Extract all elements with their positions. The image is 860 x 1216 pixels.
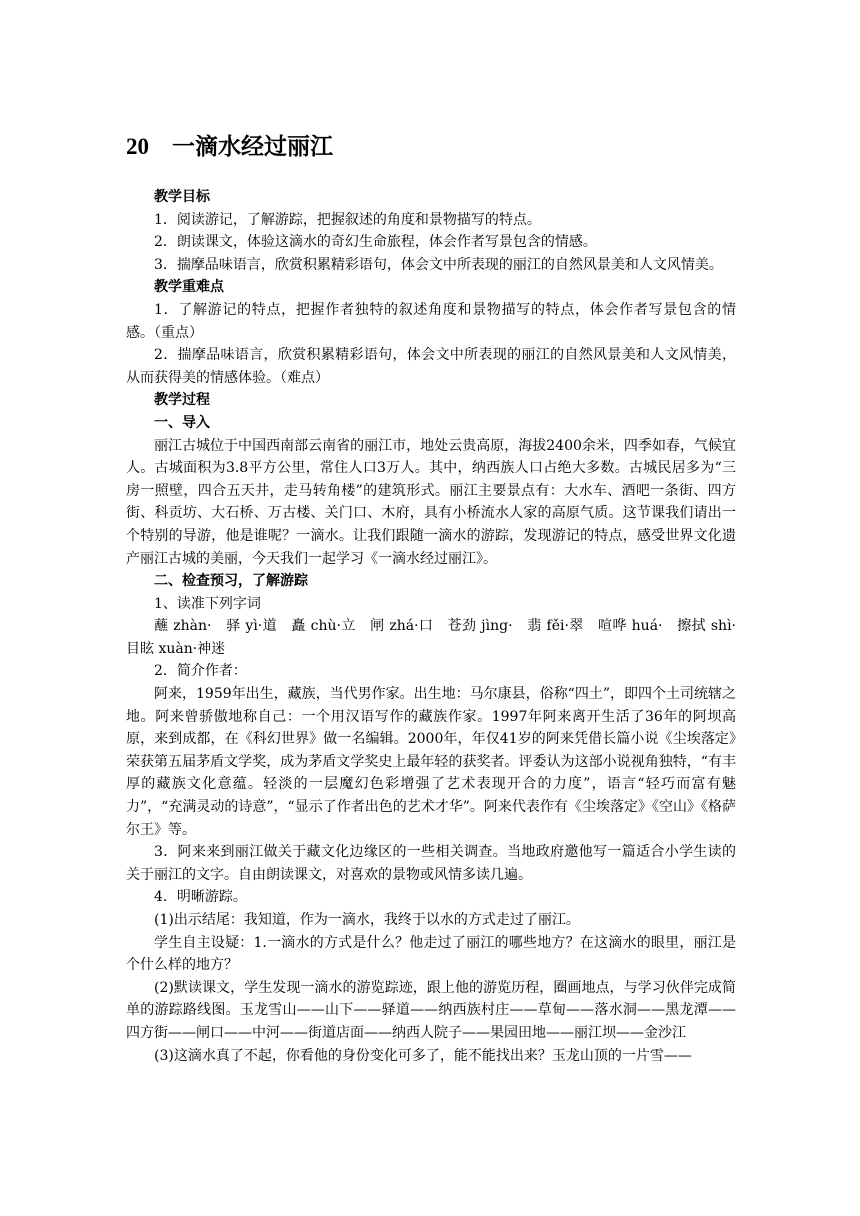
lesson-title-text: 一滴水经过丽江 xyxy=(172,133,333,160)
lesson-number: 20 xyxy=(126,134,149,159)
section-heading: 二、检查预习，了解游踪 xyxy=(154,573,308,590)
body-paragraph: 丽江古城位于中国西南部云南省的丽江市，地处云贵高原，海拔2400余米，四季如春，气候宜人。古城面积为3.8平方公里，常住人口3万人。其中，纳西族人口占绝大多数。古城民居多为“三房一照壁，四合五天井，走马转角楼”的建筑形式。丽江主要景点有：大水车、酒吧一条街、四方街、科贡坊、大石桥、万古楼、关门口、木府，具有小桥流水人家的高原气质。这节课我们请出一个特别的导游，他是谁呢？一滴水。让我们跟随一滴水的游踪，发现游记的特点，感受世界文化遗产丽江古城的美丽，今天我们一起学习《一滴水经过丽江》。 xyxy=(126,437,736,567)
body-paragraph: (1)出示结尾：我知道，作为一滴水，我终于以水的方式走过了丽江。 xyxy=(154,912,580,928)
lesson-title xyxy=(126,130,736,164)
body-paragraph: (2)默读课文，学生发现一滴水的游览踪迹，跟上他的游览历程，圈画地点，与学习伙伴完成简单的游踪路线图。玉龙雪山——山下——驿道——纳西族村庄——草甸——落水洞——黑龙潭——四方街——闸口——中河——街道店面——纳西人院子——果园田地——丽江坝——金沙江 xyxy=(126,979,736,1041)
body-paragraph: 2．简介作者： xyxy=(154,663,247,680)
body-paragraph: 1．阅读游记，了解游踪，把握叙述的角度和景物描写的特点。 xyxy=(154,211,541,228)
body-paragraph: 2．朗读课文，体验这滴水的奇幻生命旅程，体会作者写景包含的情感。 xyxy=(154,234,597,251)
lesson-body xyxy=(126,186,750,1067)
body-paragraph: 2．揣摩品味语言，欣赏积累精彩语句，体会文中所表现的丽江的自然风景美和人文风情美，从而获得美的情感体验。（难点） xyxy=(126,347,736,386)
document-page xyxy=(126,130,750,1067)
section-heading: 教学重难点 xyxy=(154,279,224,296)
body-paragraph: 1．了解游记的特点，把握作者独特的叙述角度和景物描写的特点，体会作者写景包含的情感。（重点） xyxy=(126,301,736,341)
body-paragraph: 3．揣摩品味语言，欣赏积累精彩语句，体会文中所表现的丽江的自然风景美和人文风情美。 xyxy=(154,256,723,273)
section-heading: 一、导入 xyxy=(154,414,210,431)
body-paragraph: 3．阿来来到丽江做关于藏文化边缘区的一些相关调查。当地政府邀他写一篇适合小学生读的关于丽江的文字。自由朗读课文，对喜欢的景物或风情多读几遍。 xyxy=(126,844,736,883)
body-paragraph: (3)这滴水真了不起，你看他的身份变化可多了，能不能找出来？玉龙山顶的一片雪—— xyxy=(154,1047,692,1064)
body-paragraph: 蘸 zhàn· 驿 yì·道 矗 chù·立 闸 zhá·口 苍劲 jìng· 翡 fěi·翠 喧哗 huá· 擦拭 shì· 目眩 xuàn·神迷 xyxy=(126,618,750,657)
body-paragraph: 阿来，1959年出生，藏族，当代男作家。出生地：马尔康县，俗称“四土”，即四个土司统辖之地。阿来曾骄傲地称自己：一个用汉语写作的藏族作家。1997年阿来离开生活了36年的阿坝高原，来到成都，在《科幻世界》做一名编辑。2000年，年仅41岁的阿来凭借长篇小说《尘埃落定》荣获第五届茅盾文学奖，成为茅盾文学奖史上最年轻的获奖者。评委认为这部小说视角独特，“有丰厚的藏族文化意蕴。轻淡的一层魔幻色彩增强了艺术表现开合的力度”，语言“轻巧而富有魅力”，“充满灵动的诗意”，“显示了作者出色的艺术才华”。阿来代表作有《尘埃落定》《空山》《格萨尔王》等。 xyxy=(126,686,736,838)
section-heading: 教学目标 xyxy=(154,189,210,205)
section-heading: 教学过程 xyxy=(154,392,210,409)
body-paragraph: 学生自主设疑：1.一滴水的方式是什么？他走过了丽江的哪些地方？在这滴水的眼里，丽江是个什么样的地方？ xyxy=(126,934,736,974)
body-paragraph: 4．明晰游踪。 xyxy=(154,889,247,906)
body-paragraph: 1、读准下列字词 xyxy=(154,595,261,612)
